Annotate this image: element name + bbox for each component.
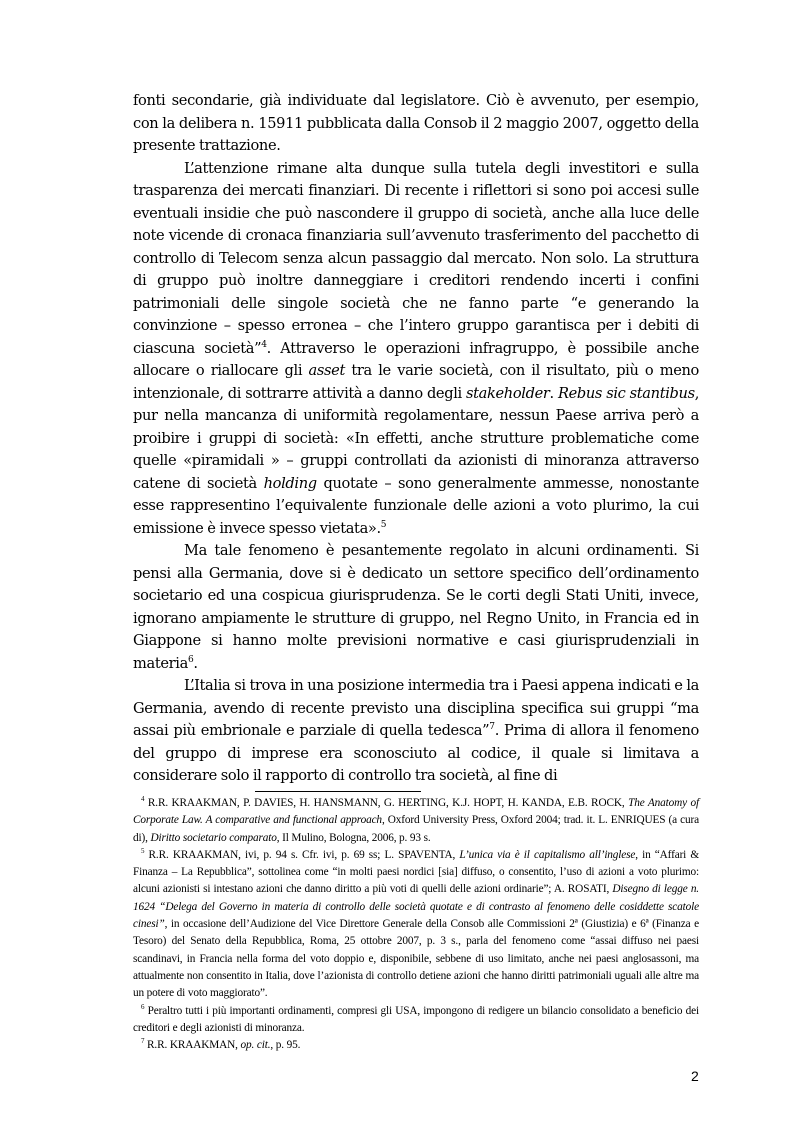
paragraph-1: fonti secondarie, già individuate dal legislatore. Ciò è avvenuto, per esempio, con la delibera n. 15911 pubblicata dalla Consob il 2 maggio 2007, oggetto della presente trattazione.: [133, 92, 699, 154]
footnote-5: $^5$ R.R. KRAAKMAN, ivi, p. 94 s. Cfr. ivi, p. 69 ss; L. SPAVENTA, L’unica via è il capitalismo all’inglese, in “Affari & Finanza – La Repubblica”, sottolinea come “in molti paesi nordici [sia] diffuso, o consentito, l’uso di azioni a voto plurimo: alcuni azionisti si intestano azioni che danno diritto a più voti di quelli delle azioni ordinarie”; A. ROSATI, Disegno di legge n. 1624 “Delega del Governo in materia di controllo delle società quotate e di contrasto al fenomeno delle cosiddette scatole cinesi”, in occasione dell’Audizione del Vice Direttore Generale della Consob alle Commissioni 2ª (Giustizia) e 6ª (Finanza e Tesoro) del Senato della Repubblica, Roma, 25 ottobre 2007, p. 3 s., parla del fenomeno come “assai diffuso nei paesi scandinavi, in Francia nella forma del voto doppio e, disponibile, sebbene di uso limitato, anche nei paesi anglosassoni, ma attualmente non consentito in Italia, dove l’azionista di controllo detiene azioni che hanno diritti patrimoniali uguali alle altre ma un potere di voto maggiorato”.: [133, 847, 699, 1000]
footnotes: [133, 795, 699, 1054]
footnote-number: 5: [141, 847, 145, 856]
footnote-number: 7: [141, 1037, 145, 1046]
page-number: 2: [691, 1068, 699, 1084]
main-text: [133, 90, 699, 788]
paragraph-4: L’Italia si trova in una posizione intermedia tra i Paesi appena indicati e la Germania, avendo di recente previsto una disciplina specifica sui gruppi “ma assai più embrionale e parziale di quella tedesca”$^7$. Prima di allora il fenomeno del gruppo di imprese era sconosciuto al codice, il quale si limitava a considerare solo il rapporto di controllo tra società, al fine di: [133, 677, 699, 784]
footnote-ref-6[interactable]: 6: [187, 654, 194, 665]
paragraph-2: L’attenzione rimane alta dunque sulla tutela degli investitori e sulla trasparenza dei mercati finanziari. Di recente i riflettori si sono poi accesi sulle eventuali insidie che può nascondere il gruppo di società, anche alla luce delle note vicende di cronaca finanziaria sull’avvenuto trasferimento del pacchetto di controllo di Telecom senza alcun passaggio dal mercato. Non solo. La struttura di gruppo può inoltre danneggiare i creditori rendendo incerti i confini patrimoniali delle singole società che ne fanno parte “e generando la convinzione – spesso erronea – che l’intero gruppo garantisca per i debiti di ciascuna società”$^4$. Attraverso le operazioni infragruppo, è possibile anche allocare o riallocare gli asset tra le varie società, con il risultato, più o meno intenzionale, di sottrarre attività a danno degli stakeholder. Rebus sic stantibus, pur nella mancanza di uniformità regolamentare, nessun Paese arriva però a proibire i gruppi di società: «In effetti, anche strutture problematiche come quelle «piramidali » – gruppi controllati da azionisti di minoranza attraverso catene di società holding quotate – sono generalmente ammesse, nonostante esse rappresentino l’equivalente funzionale delle azioni a voto plurimo, la cui emissione è invece spesso vietata».$^5$: [133, 159, 700, 537]
footnote-separator: [255, 791, 421, 792]
italic-term: asset: [308, 362, 345, 379]
footnote-4: $^4$ R.R. KRAAKMAN, P. DAVIES, H. HANSMANN, G. HERTING, K.J. HOPT, H. KANDA, E.B. ROCK, The Anatomy of Corporate Law. A comparative and functional approach, Oxford University Press, Oxford 2004; trad. it. L. ENRIQUES (a cura di), Diritto societario comparato, Il Mulino, Bologna, 2006, p. 93 s.: [133, 795, 700, 844]
footnote-number: 6: [141, 1002, 145, 1011]
italic-term: stakeholder: [466, 384, 550, 402]
footnote-6: $^6$ Peraltro tutti i più importanti ordinamenti, compresi gli USA, impongono di redigere un bilancio consolidato a beneficio dei creditori e degli azionisti di minoranza.: [133, 1002, 699, 1034]
footnote-ref-5[interactable]: 5: [380, 519, 387, 530]
italic-term: Rebus sic stantibus: [557, 384, 695, 402]
italic-term: holding: [263, 474, 317, 492]
footnote-ref-4[interactable]: 4: [261, 339, 267, 350]
footnote-number: 4: [141, 795, 145, 804]
footnote-7: $^7$ R.R. KRAAKMAN, op. cit., p. 95.: [141, 1037, 301, 1052]
paragraph-3: Ma tale fenomeno è pesantemente regolato in alcuni ordinamenti. Si pensi alla Germania, dove si è dedicato un settore specifico dell’ordinamento societario ed una cospicua giurisprudenza. Se le corti degli Stati Uniti, invece, ignorano ampiamente le strutture di gruppo, nel Regno Unito, in Francia ed in Giappone si hanno molte previsioni normative e casi giurisprudenziali in materia$^6$.: [133, 542, 699, 672]
footnote-ref-7[interactable]: 7: [489, 722, 495, 733]
